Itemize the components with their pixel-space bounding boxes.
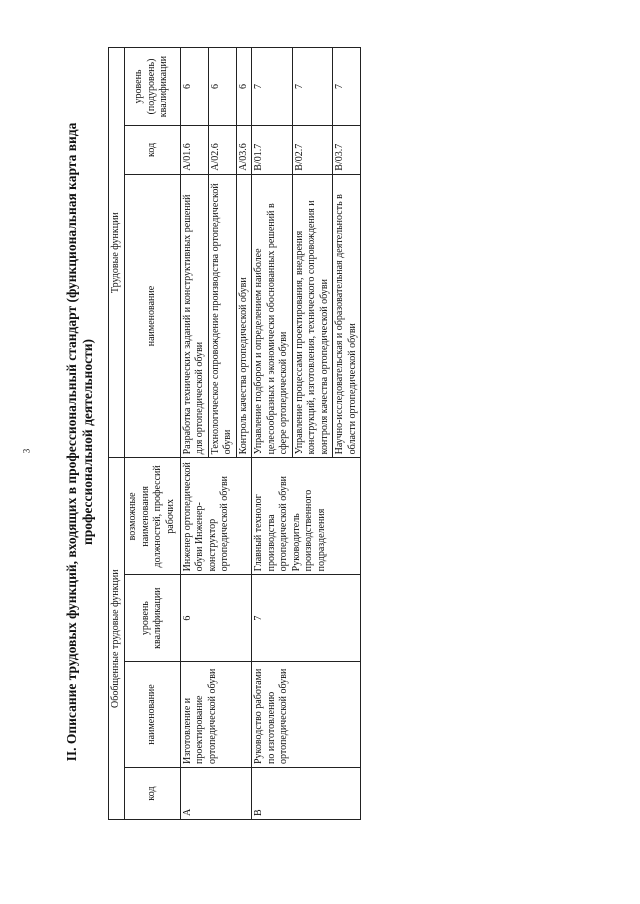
title-line-2: профессиональной деятельности)	[80, 339, 95, 545]
gf-name: Изготовление и проектирование ортопедической обуви	[180, 661, 252, 767]
header-generalized: Обобщенные трудовые функции	[109, 458, 125, 820]
tf-code: A/01.6	[180, 126, 208, 175]
tf-level: 7	[333, 48, 361, 126]
header-code: код	[124, 768, 180, 820]
header-labor: Трудовые функции	[109, 48, 125, 458]
gf-positions: Инженер ортопедической обуви Инженер-конструктор ортопедической обуви	[180, 458, 252, 575]
gf-level: 6	[180, 575, 252, 662]
functions-table	[108, 47, 361, 820]
gf-code: A	[180, 768, 252, 820]
tf-name: Контроль качества ортопедической обуви	[236, 174, 252, 458]
table-row	[252, 48, 293, 820]
tf-name: Управление подбором и определением наиболее целесообразных и экономически обоснованных решений в сфере ортопедической обуви	[252, 174, 293, 458]
page-number: 3	[21, 448, 32, 454]
gf-level: 7	[252, 575, 361, 662]
tf-level: 6	[180, 48, 208, 126]
title-line-1: II. Описание трудовых функций, входящих в профессиональный стандарт (функциональная карта вида	[64, 122, 79, 762]
tf-name: Научно-исследовательская и образовательная деятельность в области ортопедической обуви	[333, 174, 361, 458]
tf-code: B/01.7	[252, 126, 293, 175]
tf-name: Управление процессами проектирования, внедрения конструкций, изготовления, технического сопровождения и контроля качества ортопедической обуви	[292, 174, 333, 458]
header-tf-code: код	[124, 126, 180, 175]
header-row-2	[124, 48, 180, 820]
header-positions: возможные наименования должностей, профессий рабочих	[124, 458, 180, 575]
gf-name: Руководство работами по изготовлению ортопедической обуви	[252, 661, 361, 767]
header-name: наименование	[124, 661, 180, 767]
tf-code: B/03.7	[333, 126, 361, 175]
header-tf-name: наименование	[124, 174, 180, 458]
tf-level: 7	[292, 48, 333, 126]
header-level: уровень квалификации	[124, 575, 180, 662]
tf-name: Технологическое сопровождение производства ортопедической обуви	[208, 174, 236, 458]
section-title	[64, 42, 96, 842]
table-row	[180, 48, 208, 820]
header-row-1	[109, 48, 125, 820]
tf-name: Разработка технических заданий и конструктивных решений для ортопедической обуви	[180, 174, 208, 458]
gf-code: B	[252, 768, 361, 820]
tf-level: 7	[252, 48, 293, 126]
tf-code: A/03.6	[236, 126, 252, 175]
tf-code: A/02.6	[208, 126, 236, 175]
rotated-page	[0, 42, 640, 842]
tf-level: 6	[208, 48, 236, 126]
gf-positions: Главный технолог производства ортопедической обуви Руководитель производственного подразделения	[252, 458, 361, 575]
tf-code: B/02.7	[292, 126, 333, 175]
tf-level: 6	[236, 48, 252, 126]
header-tf-level: уровень (подуровень) квалификации	[124, 48, 180, 126]
